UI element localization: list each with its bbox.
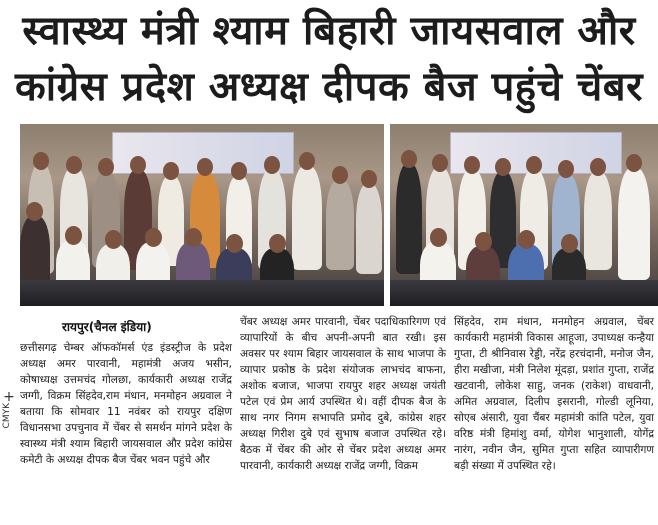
- article-column-2: [240, 314, 446, 474]
- article-text: चेंबर अध्यक्ष अमर पारवानी, चेंबर पदाधिकारिगण एवं व्यापारियों के बीच अपनी-अपनी बात रखी। इस अवसर पर श्याम बिहार जायसवाल के साथ भाजपा के व्यापार प्रकोष्ठ के प्रदेश संयोजक लाभचंद बाफना, अशोक बजाज, भाजपा रायपुर शहर अध्यक्ष जयंती पटेल एवं प्रेम आर्य उपस्थित थे। वहीं दीपक बैज के साथ नगर निगम सभापति प्रमोद दुबे, कांग्रेस शहर अध्यक्ष गिरीश दुबे एवं सुभाष बजाज उपस्थित रहे। बैठक में चेंबर की ओर से चेंबर प्रदेश अध्यक्ष अमर पारवानी, कार्यकारी अध्यक्ष राजेंद्र जग्गी, विक्रम: [240, 316, 446, 472]
- table-strip: [20, 280, 384, 306]
- headline-line-1: स्वास्थ्य मंत्री श्याम बिहारी जायसवाल और: [22, 8, 636, 54]
- crosshair-icon: +: [3, 389, 15, 405]
- cmyk-label: CMYK: [2, 403, 12, 429]
- news-photo-left: [20, 124, 384, 306]
- article-column-3: [454, 314, 654, 474]
- article-column-1: [20, 340, 232, 468]
- headline-line-2: कांग्रेस प्रदेश अध्यक्ष दीपक बैज पहुंचे चेंबर: [15, 64, 643, 110]
- news-photo-right: [390, 124, 658, 306]
- headline: [0, 0, 658, 118]
- registration-mark: [2, 389, 16, 429]
- table-strip: [390, 280, 658, 306]
- article-text: छत्तीसगढ़ चेम्बर ऑफकॉमर्स एंड इंडस्ट्रीज के प्रदेश अध्यक्ष अमर पारवानी, महामंत्री अजय भसीन, कोषाध्यक्ष उत्तमचंद गोलछा, कार्यकारी अध्यक्ष राजेंद्र जग्गी, विक्रम सिंहदेव,राम मंधान, मनमोहन अग्रवाल ने बताया कि सोमवार 11 नवंबर को रायपुर दक्षिण विधानसभा उपचुनाव में चेंबर से समर्थन मांगने प्रदेश के स्वास्थ्य मंत्री श्याम बिहारी जायसवाल और प्रदेश कांग्रेस कमेटी के अध्यक्ष दीपक बैज चेंबर भवन पहुंचे और: [20, 342, 232, 466]
- article-text: सिंहदेव, राम मंधान, मनमोहन अग्रवाल, चेंबर कार्यकारी महामंत्री विकास आहूजा, उपाध्यक्ष कन्हैया गुप्ता, टी श्रीनिवास रेड्डी, नरेंद्र हरचंदानी, मनोज जैन, हीरा मखीजा, मंत्री निलेश मूंदड़ा, प्रशांत गुप्ता, राजेंद्र खटवानी, लोकेश साहु, जनक (राकेश) वाधवानी, अमित अग्रवाल, दिलीप इसरानी, गोल्डी लूनिया, सोएब अंसारी, युवा चैंबर महामंत्री कांति पटेल, युवा वरिष्ठ मंत्री हिमांशु वर्मा, योगेश भानुशाली, योगेंद्र नारंग, नवीन जैन, सुमित गुप्ता सहित व्यापारीगण बड़ी संख्या में उपस्थित रहे।: [454, 316, 654, 472]
- dateline: रायपुर(चैनल इंडिया): [62, 320, 152, 334]
